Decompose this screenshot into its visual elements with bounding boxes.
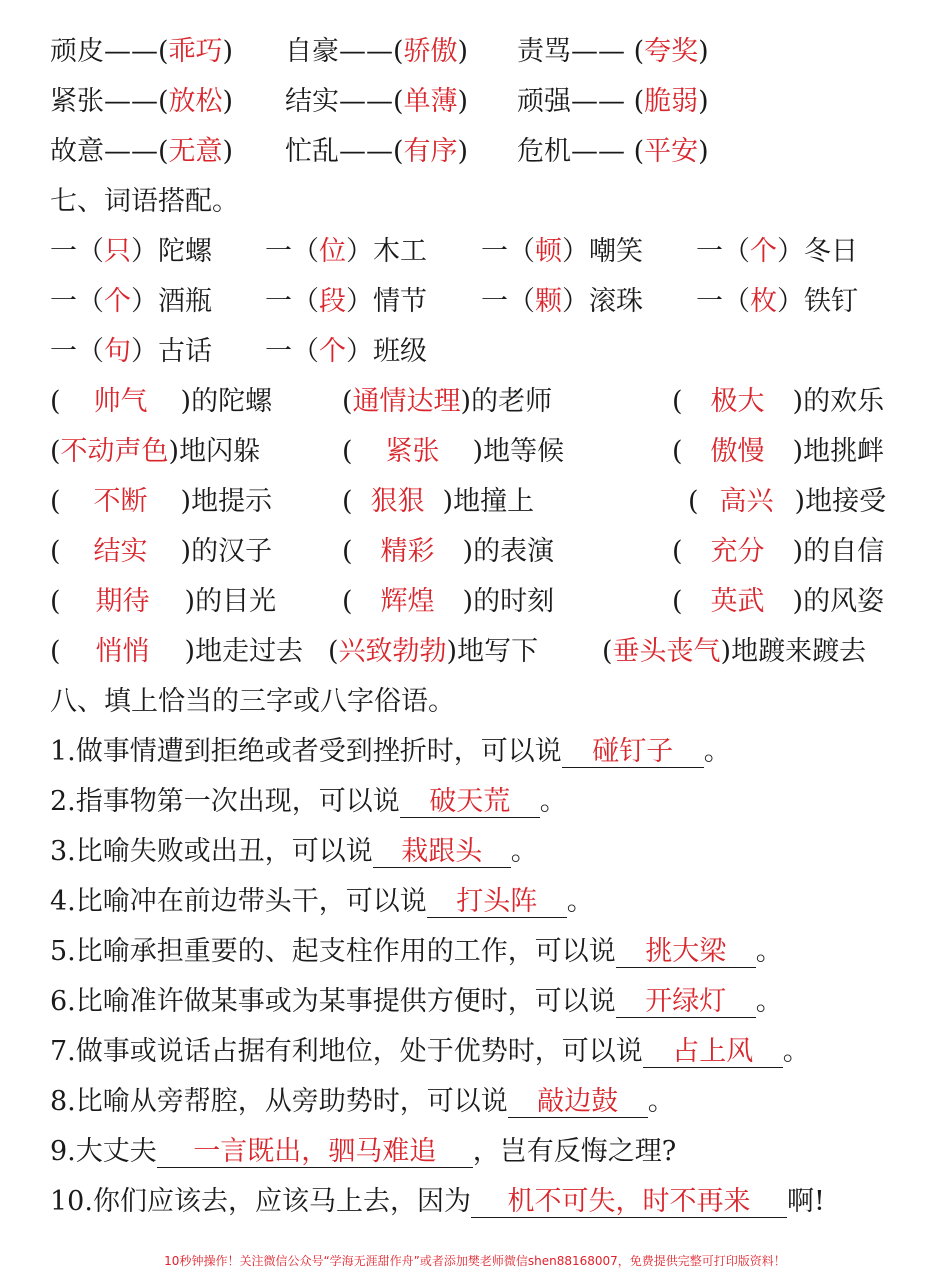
phrase-row-3: ( 不断 )地提示 ( 狠狠 )地撞上 ( 高兴 )地接受 <box>0 480 950 524</box>
proverb-8: 8.比喻从旁帮腔，从旁助势时，可以说 敲边鼓 。 <box>50 1086 675 1117</box>
phrase-answer: 精彩 <box>380 536 435 567</box>
phrase-answer: 高兴 <box>719 486 774 517</box>
measure-answer: 句 <box>104 336 131 367</box>
phrase-answer: 英武 <box>710 586 765 617</box>
proverb-answer: 机不可失，时不再来 <box>471 1187 787 1218</box>
antonym-word: 危机—— ( <box>517 136 645 167</box>
proverb-answer: 占上风 <box>643 1037 783 1068</box>
proverb-9: 9.大丈夫 一言既出，驷马难追 ，岂有反悔之理? <box>50 1136 677 1167</box>
antonym-answer: 乖巧 <box>168 36 223 67</box>
proverb-answer: 碰钉子 <box>562 737 704 768</box>
section-8-heading <box>0 680 950 724</box>
proverb-4: 4.比喻冲在前边带头干，可以说 打头阵 。 <box>50 886 594 917</box>
proverb-5: 5.比喻承担重要的、起支柱作用的工作，可以说 挑大梁 。 <box>50 936 783 967</box>
phrase-answer: 结实 <box>93 536 148 567</box>
antonym-row-3: 故意——(无意) 忙乱——(有序) 危机—— (平安) <box>50 136 709 167</box>
proverb-answer: 挑大梁 <box>616 937 756 968</box>
measure-answer: 只 <box>104 236 131 267</box>
antonym-answer: 夸奖 <box>644 36 699 67</box>
antonym-row-2: 紧张——(放松) 结实——(单薄) 顽强—— (脆弱) <box>50 86 709 117</box>
phrase-answer: 兴致勃勃 <box>338 636 447 667</box>
proverb-answer: 敲边鼓 <box>508 1087 648 1118</box>
antonym-answer: 骄傲 <box>403 36 458 67</box>
antonym-answer: 平安 <box>644 136 699 167</box>
proverb-answer: 破天荒 <box>400 787 540 818</box>
proverb-answer: 打头阵 <box>427 887 567 918</box>
antonym-word: 故意——( <box>50 136 169 167</box>
antonym-answer: 无意 <box>168 136 223 167</box>
phrase-row-2: (不动声色)地闪躲 ( 紧张 )地等候 ( 傲慢 )地挑衅 <box>0 430 950 474</box>
phrase-answer: 垂头丧气 <box>612 636 721 667</box>
proverb-10: 10.你们应该去，应该马上去，因为 机不可失，时不再来 啊! <box>50 1186 825 1217</box>
measure-row-3: 一（句）古话 一（个）班级 <box>50 336 427 367</box>
phrase-answer: 悄悄 <box>95 636 150 667</box>
measure-answer: 个 <box>750 236 777 267</box>
antonym-word: 结实——( <box>285 86 404 117</box>
phrase-row-5: ( 期待 )的目光 ( 辉煌 )的时刻 ( 英武 )的风姿 <box>0 580 950 624</box>
measure-answer: 个 <box>104 286 131 317</box>
proverb-3: 3.比喻失败或出丑，可以说 栽跟头 。 <box>50 836 538 867</box>
antonym-word: 自豪——( <box>285 36 404 67</box>
phrase-row-6: ( 悄悄 )地走过去 (兴致勃勃)地写下 (垂头丧气)地踱来踱去 <box>0 630 950 674</box>
antonym-row-1: 顽皮——(乖巧) 自豪——(骄傲) 责骂—— (夸奖) <box>50 36 709 67</box>
measure-answer: 颗 <box>535 286 562 317</box>
measure-row-2: 一（个）酒瓶 一（段）情节 一（颗）滚珠 一（枚）铁钉 <box>50 286 858 317</box>
phrase-answer: 傲慢 <box>710 436 765 467</box>
phrase-answer: 不动声色 <box>60 436 169 467</box>
phrase-row-4: ( 结实 )的汉子 ( 精彩 )的表演 ( 充分 )的自信 <box>0 530 950 574</box>
phrase-answer: 充分 <box>710 536 765 567</box>
proverb-7: 7.做事或说话占据有利地位，处于优势时，可以说 占上风 。 <box>50 1036 810 1067</box>
antonym-word: 顽强—— ( <box>517 86 645 117</box>
footer-notice: 10秒钟操作！关注微信公众号“学海无涯甜作舟”或者添加樊老师微信shen88168007，免费提供完整可打印版资料！ <box>164 1254 786 1268</box>
antonym-answer: 放松 <box>168 86 223 117</box>
phrase-answer: 极大 <box>710 386 765 417</box>
antonym-word: 紧张——( <box>50 86 169 117</box>
proverb-answer: 开绿灯 <box>616 987 756 1018</box>
phrase-answer: 狠狠 <box>370 486 425 517</box>
phrase-answer: 不断 <box>93 486 148 517</box>
proverb-1: 1.做事情遭到拒绝或者受到挫折时，可以说 碰钉子 。 <box>50 736 731 767</box>
antonym-word: 忙乱——( <box>285 136 404 167</box>
measure-answer: 顿 <box>535 236 562 267</box>
proverb-6: 6.比喻准许做某事或为某事提供方便时，可以说 开绿灯 。 <box>50 986 783 1017</box>
phrase-answer: 辉煌 <box>380 586 435 617</box>
phrase-answer: 通情达理 <box>352 386 461 417</box>
antonym-answer: 有序 <box>403 136 458 167</box>
phrase-row-1: ( 帅气 )的陀螺 (通情达理)的老师 ( 极大 )的欢乐 <box>0 380 950 424</box>
proverb-answer: 栽跟头 <box>373 837 511 868</box>
phrase-answer: 帅气 <box>93 386 148 417</box>
proverb-answer: 一言既出，驷马难追 <box>157 1137 473 1168</box>
measure-answer: 位 <box>319 236 346 267</box>
antonym-answer: 单薄 <box>403 86 458 117</box>
proverb-2: 2.指事物第一次出现，可以说 破天荒 。 <box>50 786 567 817</box>
antonym-word: 责骂—— ( <box>517 36 645 67</box>
measure-answer: 个 <box>319 336 346 367</box>
measure-row-1: 一（只）陀螺 一（位）木工 一（顿）嘲笑 一（个）冬日 <box>50 236 858 267</box>
measure-answer: 段 <box>319 286 346 317</box>
section-title: 七、词语搭配。 <box>50 186 239 217</box>
phrase-answer: 紧张 <box>385 436 440 467</box>
section-title: 八、填上恰当的三字或八字俗语。 <box>50 686 455 717</box>
measure-answer: 枚 <box>750 286 777 317</box>
antonym-word: 顽皮——( <box>50 36 169 67</box>
phrase-answer: 期待 <box>95 586 150 617</box>
antonym-answer: 脆弱 <box>644 86 699 117</box>
section-7-heading <box>0 180 950 224</box>
